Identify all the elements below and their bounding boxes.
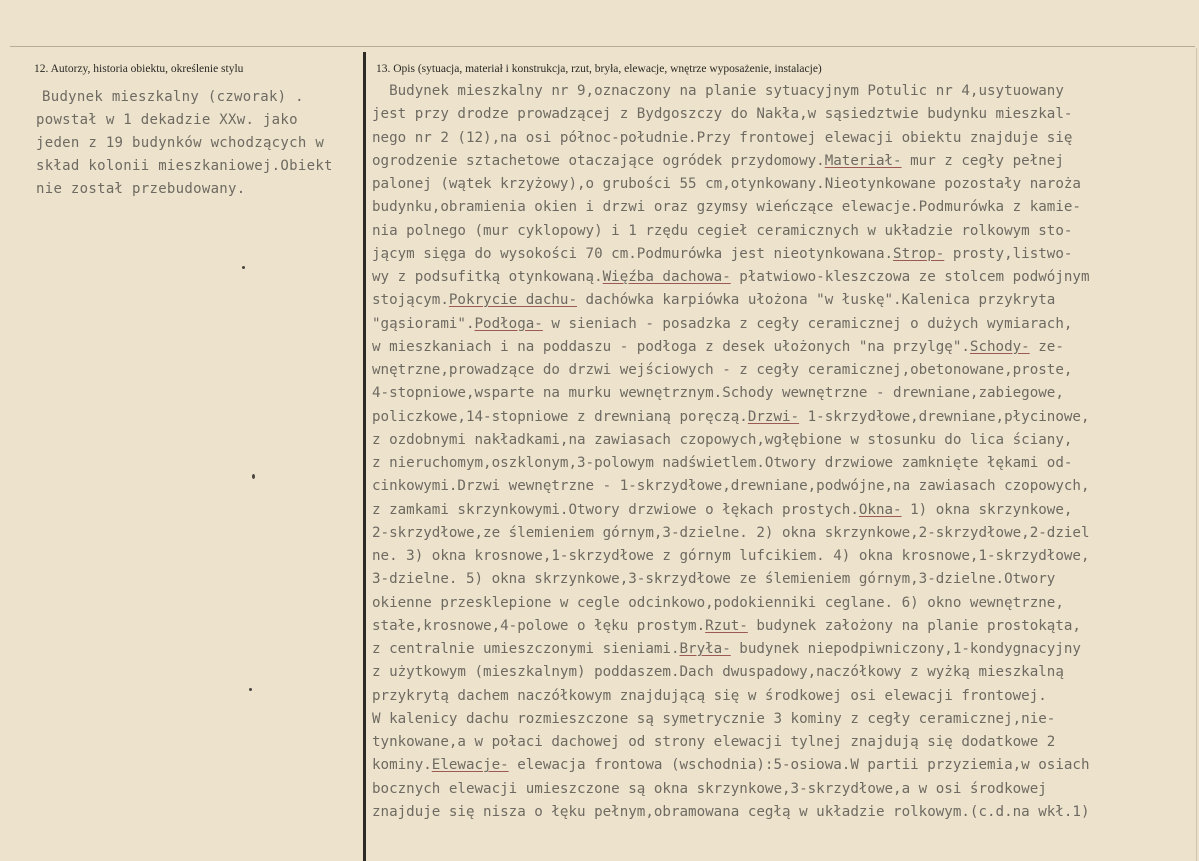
- text-segment: płatwiowo-kleszczowa ze stolcem podwójnym: [730, 269, 1090, 285]
- text-line: [372, 731, 1198, 754]
- text-line: [372, 406, 1198, 429]
- text-line: [372, 708, 1198, 731]
- top-rule: [10, 46, 1195, 47]
- text-line: [372, 289, 1198, 312]
- text-line: [372, 778, 1198, 801]
- text-segment: stałe,krosnowe,4-polowe o łęku prostym.: [372, 617, 706, 634]
- text-segment: tynkowane,a w połaci dachowej od strony elewacji tylnej znajdują się dodatkowe 2: [372, 734, 1056, 750]
- text-line: [372, 568, 1198, 591]
- text-line: Budynek mieszkalny (czworak) .: [42, 89, 304, 105]
- text-segment: policzkowe,14-stopniowe z drewnianą poręczą.: [372, 408, 748, 425]
- text-segment: 4-stopniowe,wsparte na murku wewnętrznym.Schody wewnętrzne - drewniane,zabiegowe,: [372, 385, 1064, 402]
- text-segment: z ozdobnymi nakładkami,na zawiasach czopowych,wgłębione w stosunku do lica ściany,: [372, 431, 1073, 448]
- text-line: [372, 103, 1198, 126]
- text-segment: jest przy drodze prowadzącej z Bydgoszczy do Nakła,w sąsiedztwie budynku mieszkal-: [372, 106, 1073, 123]
- text-segment: z nieruchomym,oszklonym,3-polowym nadświetlem.Otwory drzwiowe zamknięte łękami od-: [372, 455, 1073, 471]
- text-segment: nia polnego (mur cyklopowy) i 1 rzędu cegieł ceramicznych w układzie rolkowym sto-: [372, 222, 1073, 239]
- text-line: [372, 313, 1198, 336]
- section-12-text: [36, 86, 360, 201]
- text-segment: 1-skrzydłowe,drewniane,płycinowe,: [799, 408, 1090, 425]
- text-segment: kominy.: [372, 757, 432, 774]
- text-segment: nego nr 2 (12),na osi północ-południe.Przy frontowej elewacji obiektu znajduje się: [372, 129, 1073, 146]
- section-13-text: [372, 80, 1198, 824]
- text-segment: prosty,listwo-: [944, 245, 1073, 262]
- text-segment: budynku,obramienia okien i drzwi oraz gzymsy wieńczące elewacje.Podmurówka z kamie-: [372, 199, 1081, 216]
- text-line: skład kolonii mieszkaniowej.Obiekt: [36, 158, 333, 174]
- text-line: [372, 150, 1198, 173]
- text-line: [372, 475, 1198, 498]
- text-line: [372, 80, 1198, 103]
- underlined-heading: Pokrycie dachu-: [448, 292, 577, 309]
- text-line: [372, 173, 1198, 196]
- text-line: [372, 638, 1198, 661]
- text-segment: wnętrzne,prowadzące do drzwi wejściowych - z cegły ceramicznej,obetonowane,proste,: [372, 362, 1073, 378]
- text-line: [372, 429, 1198, 452]
- text-segment: znajduje się nisza o łęku pełnym,obramowana cegłą w układzie rolkowym.(c.d.na wkł.1): [372, 803, 1090, 820]
- text-line: [372, 382, 1198, 405]
- text-segment: stojącym.: [372, 292, 449, 309]
- text-line: [372, 243, 1198, 266]
- text-segment: przykrytą dachem naczółkowym znajdującą się w środkowej osi elewacji frontowej.: [372, 687, 1047, 704]
- text-segment: dachówka karpiówka ułożona "w łuskę".Kalenica przykryta: [577, 292, 1056, 309]
- ink-spot: [249, 688, 252, 691]
- underlined-heading: Strop-: [893, 245, 945, 262]
- text-line: [372, 592, 1198, 615]
- text-segment: w sieniach - posadzka z cegły ceramicznej o dużych wymiarach,: [542, 315, 1073, 332]
- text-line: [372, 452, 1198, 475]
- text-line: [372, 127, 1198, 150]
- text-line: jeden z 19 budynków wchodzących w: [36, 135, 325, 151]
- ink-spot: [242, 266, 245, 269]
- text-segment: cinkowymi.Drzwi wewnętrzne - 1-skrzydłowe,drewniane,podwójne,na zawiasach czopowych,: [372, 478, 1090, 495]
- text-segment: budynek niepodpiwniczony,1-kondygnacyjny: [730, 641, 1081, 657]
- text-segment: 1) okna skrzynkowe,: [901, 501, 1073, 518]
- underlined-heading: Więźba dachowa-: [602, 269, 731, 285]
- text-segment: jącym sięga do wysokości 70 cm.Podmurówka jest nieotynkowana.: [372, 245, 894, 262]
- text-line: nie został przebudowany.: [36, 181, 246, 197]
- text-segment: okienne przesklepione w cegle odcinkowo,podokienniki ceglane. 6) okno wewnętrzne,: [372, 594, 1064, 611]
- underlined-heading: Elewacje-: [431, 757, 509, 774]
- text-line: [372, 615, 1198, 638]
- text-line: [372, 545, 1198, 568]
- text-segment: ze-: [1029, 338, 1064, 355]
- underlined-heading: Drzwi-: [747, 408, 800, 425]
- text-line: powstał w 1 dekadzie XXw. jako: [36, 112, 298, 128]
- ink-spot: [252, 474, 255, 479]
- text-segment: 2-skrzydłowe,ze ślemieniem górnym,3-dzielne. 2) okna skrzynkowe,2-skrzydłowe,2-dziel: [372, 524, 1090, 541]
- underlined-heading: Podłoga-: [474, 315, 543, 332]
- text-segment: w mieszkaniach i na poddaszu - podłoga z desek ułożonych "na przylgę".: [372, 338, 970, 355]
- text-segment: W kalenicy dachu rozmieszczone są symetrycznie 3 kominy z cegły ceramicznej,nie-: [372, 710, 1056, 727]
- text-segment: z użytkowym (mieszkalnym) poddaszem.Dach dwuspadowy,naczółkowy z wyżką mieszkalną: [372, 664, 1064, 681]
- text-line: [372, 522, 1198, 545]
- text-segment: budynek założony na planie prostokąta,: [747, 617, 1081, 634]
- text-segment: wy z podsufitką otynkowaną.: [372, 269, 603, 285]
- underlined-heading: Okna-: [858, 501, 902, 518]
- section-12-header: 12. Autorzy, historia obiektu, określenie stylu: [34, 63, 244, 75]
- underlined-heading: Schody-: [969, 338, 1030, 355]
- text-line: [372, 685, 1198, 708]
- text-segment: mur z cegły pełnej: [901, 152, 1064, 169]
- column-divider: [363, 52, 366, 861]
- text-line: [372, 754, 1198, 777]
- text-segment: Budynek mieszkalny nr 9,oznaczony na planie sytuacyjnym Potulic nr 4,usytuowany: [372, 83, 1064, 99]
- text-segment: bocznych elewacji umieszczone są okna skrzynkowe,3-skrzydłowe,a w osi środkowej: [372, 780, 1047, 797]
- text-segment: "gąsiorami".: [372, 315, 475, 332]
- text-line: [372, 196, 1198, 219]
- text-segment: elewacja frontowa (wschodnia):5-osiowa.W partii przyziemia,w osiach: [508, 757, 1090, 774]
- text-segment: z zamkami skrzynkowymi.Otwory drzwiowe o łękach prostych.: [372, 501, 859, 518]
- underlined-heading: Bryła-: [679, 641, 731, 657]
- text-segment: z centralnie umieszczonymi sieniami.: [372, 641, 680, 657]
- text-segment: ogrodzenie sztachetowe otaczające ogródek przydomowy.: [372, 152, 825, 169]
- text-segment: palonej (wątek krzyżowy),o grubości 55 cm,otynkowany.Nieotynkowane pozostały naroża: [372, 176, 1081, 192]
- text-line: [372, 336, 1198, 359]
- text-line: [372, 359, 1198, 382]
- text-segment: 3-dzielne. 5) okna skrzynkowe,3-skrzydłowe ze ślemieniem górnym,3-dzielne.Otwory: [372, 571, 1056, 588]
- text-line: [372, 266, 1198, 289]
- underlined-heading: Materiał-: [824, 152, 902, 169]
- text-line: [372, 661, 1198, 684]
- text-line: [372, 220, 1198, 243]
- section-13-header: 13. Opis (sytuacja, materiał i konstrukcja, rzut, bryła, elewacje, wnętrze wyposażenie, instalacje): [376, 63, 822, 75]
- underlined-heading: Rzut-: [705, 617, 748, 634]
- text-line: [372, 801, 1198, 824]
- text-line: [372, 499, 1198, 522]
- text-segment: ne. 3) okna krosnowe,1-skrzydłowe z górnym lufcikiem. 4) okna krosnowe,1-skrzydłowe,: [372, 548, 1090, 564]
